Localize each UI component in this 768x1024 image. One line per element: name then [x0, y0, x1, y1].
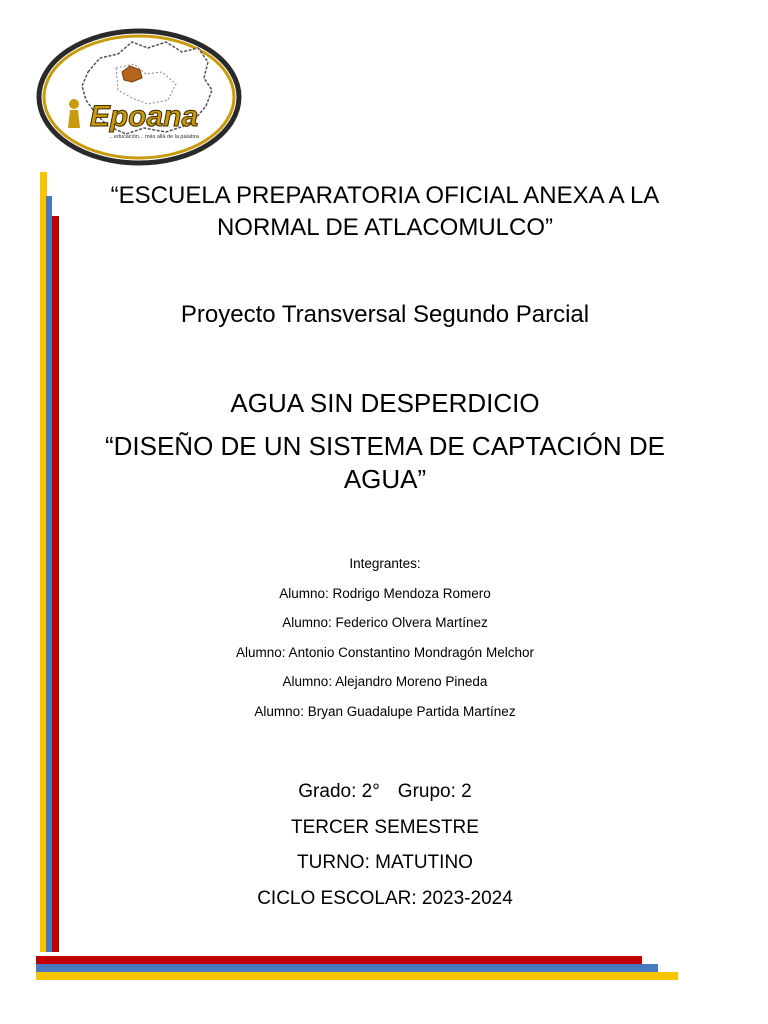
member-item: Alumno: Bryan Guadalupe Partida Martínez	[254, 703, 516, 719]
left-bar-red	[52, 216, 59, 952]
logo-text: Epoana	[89, 100, 199, 133]
school-cycle: CICLO ESCOLAR: 2023-2024	[257, 887, 513, 909]
bottom-bar-blue	[36, 964, 658, 972]
main-title: AGUA SIN DESPERDICIO	[230, 388, 540, 418]
members-list	[70, 554, 700, 732]
project-name: Proyecto Transversal Segundo Parcial	[180, 301, 590, 328]
school-logo	[36, 28, 242, 166]
school-name-line-1: “ESCUELA PREPARATORIA OFICIAL ANEXA A LA	[110, 182, 660, 209]
shift: TURNO: MATUTINO	[297, 852, 473, 873]
sub-title	[70, 430, 700, 496]
sub-title-line-1: “DISEÑO DE UN SISTEMA DE CAPTACIÓN DE	[104, 431, 666, 461]
grade-group-line	[70, 778, 700, 814]
member-item: Alumno: Federico Olvera Martínez	[282, 615, 488, 631]
members-heading: Integrantes:	[349, 556, 421, 571]
epoana-logo-graphic	[36, 28, 242, 166]
bottom-bar-red	[36, 956, 642, 964]
member-item: Alumno: Alejandro Moreno Pineda	[282, 674, 488, 690]
course-info	[70, 778, 700, 920]
logo-tagline: ...educación... más allá de la palabra	[109, 134, 199, 140]
sub-title-line-2: AGUA”	[343, 464, 427, 494]
grade: Grado: 2°	[298, 781, 380, 802]
group: Grupo: 2	[397, 781, 472, 802]
school-name-line-2: NORMAL DE ATLACOMULCO”	[216, 214, 554, 241]
member-item: Alumno: Antonio Constantino Mondragón Melchor	[236, 644, 534, 660]
semester: TERCER SEMESTRE	[291, 816, 479, 838]
bottom-bar-yellow	[36, 972, 678, 980]
member-item: Alumno: Rodrigo Mendoza Romero	[279, 585, 491, 601]
school-name	[70, 180, 700, 244]
